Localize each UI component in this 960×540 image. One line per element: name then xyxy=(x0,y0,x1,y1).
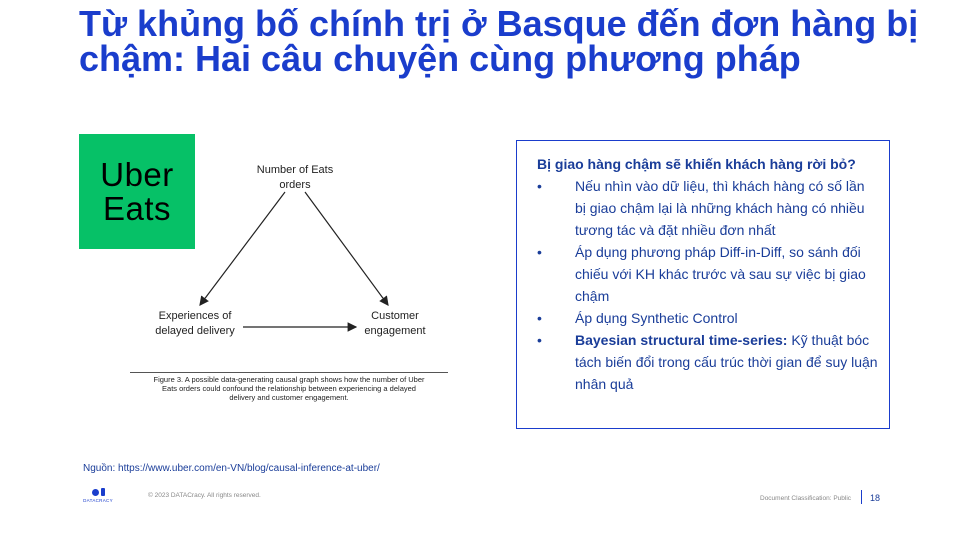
bullet-text: Áp dụng Synthetic Control xyxy=(575,310,738,326)
list-item xyxy=(537,175,879,241)
source-link[interactable]: Nguồn: https://www.uber.com/en-VN/blog/causal-inference-at-uber/ xyxy=(83,463,380,474)
node-right-line2: engagement xyxy=(364,325,426,337)
arrow-orders-to-engagement xyxy=(305,192,388,305)
caption-line-3: delivery and customer engagement. xyxy=(229,393,349,402)
node-left-line1: Experiences of xyxy=(158,310,232,322)
datacracy-logo xyxy=(80,488,116,503)
document-classification: Document Classification: Public xyxy=(760,495,852,502)
node-delayed-delivery xyxy=(130,309,260,339)
figure-caption xyxy=(128,375,450,402)
logo-line-uber: Uber xyxy=(100,155,174,193)
slide-title: Từ khủng bố chính trị ở Basque đến đơn hàng bị chậm: Hai câu chuyện cùng phương pháp xyxy=(79,3,919,79)
list-item xyxy=(537,329,879,395)
node-customer-engagement xyxy=(345,309,445,339)
node-top-line2: orders xyxy=(279,179,311,191)
node-top-line1: Number of Eats xyxy=(256,164,334,176)
logo-brand-text: DATACRACY xyxy=(83,498,113,503)
node-number-of-orders xyxy=(235,163,355,193)
node-right-line1: Customer xyxy=(371,310,419,322)
bullet-list xyxy=(537,175,879,395)
bullet-text: Áp dụng phương pháp Diff-in-Diff, so sánh đối chiếu với KH khác trước và sau sự việc bị giao chậm xyxy=(575,244,866,304)
bullet-marker: • xyxy=(537,178,542,194)
box-heading: Bị giao hàng chậm sẽ khiến khách hàng rời bỏ? xyxy=(537,156,856,172)
page-number: 18 xyxy=(870,493,881,503)
caption-divider xyxy=(130,372,448,373)
copyright-text: © 2023 DATACracy. All rights reserved. xyxy=(148,492,261,499)
logo-mark-icon xyxy=(80,488,116,496)
bullet-marker: • xyxy=(537,332,542,348)
bullet-bold-text: Bayesian structural time-series: xyxy=(575,332,788,348)
footer-divider xyxy=(861,490,862,504)
bullet-text: Nếu nhìn vào dữ liệu, thì khách hàng có số lần bị giao chậm lại là những khách hàng có nhiều tương tác và đặt nhiều đơn nhất xyxy=(575,178,865,238)
arrow-orders-to-delay xyxy=(200,192,285,305)
bullet-marker: • xyxy=(537,244,542,260)
node-left-line2: delayed delivery xyxy=(155,325,235,337)
caption-line-1: Figure 3. A possible data-generating causal graph shows how the number of Uber xyxy=(153,375,425,384)
bullet-marker: • xyxy=(537,310,542,326)
logo-line-eats: Eats xyxy=(102,189,172,227)
bullet-text: Kỹ thuật bóc tách biến đổi trong cấu trúc thời gian để suy luận nhân quả xyxy=(575,332,878,392)
explanation-box xyxy=(516,140,890,429)
list-item xyxy=(537,307,879,329)
list-item xyxy=(537,241,879,307)
caption-line-2: Eats orders could confound the relationship between experiencing a delayed xyxy=(162,384,416,393)
